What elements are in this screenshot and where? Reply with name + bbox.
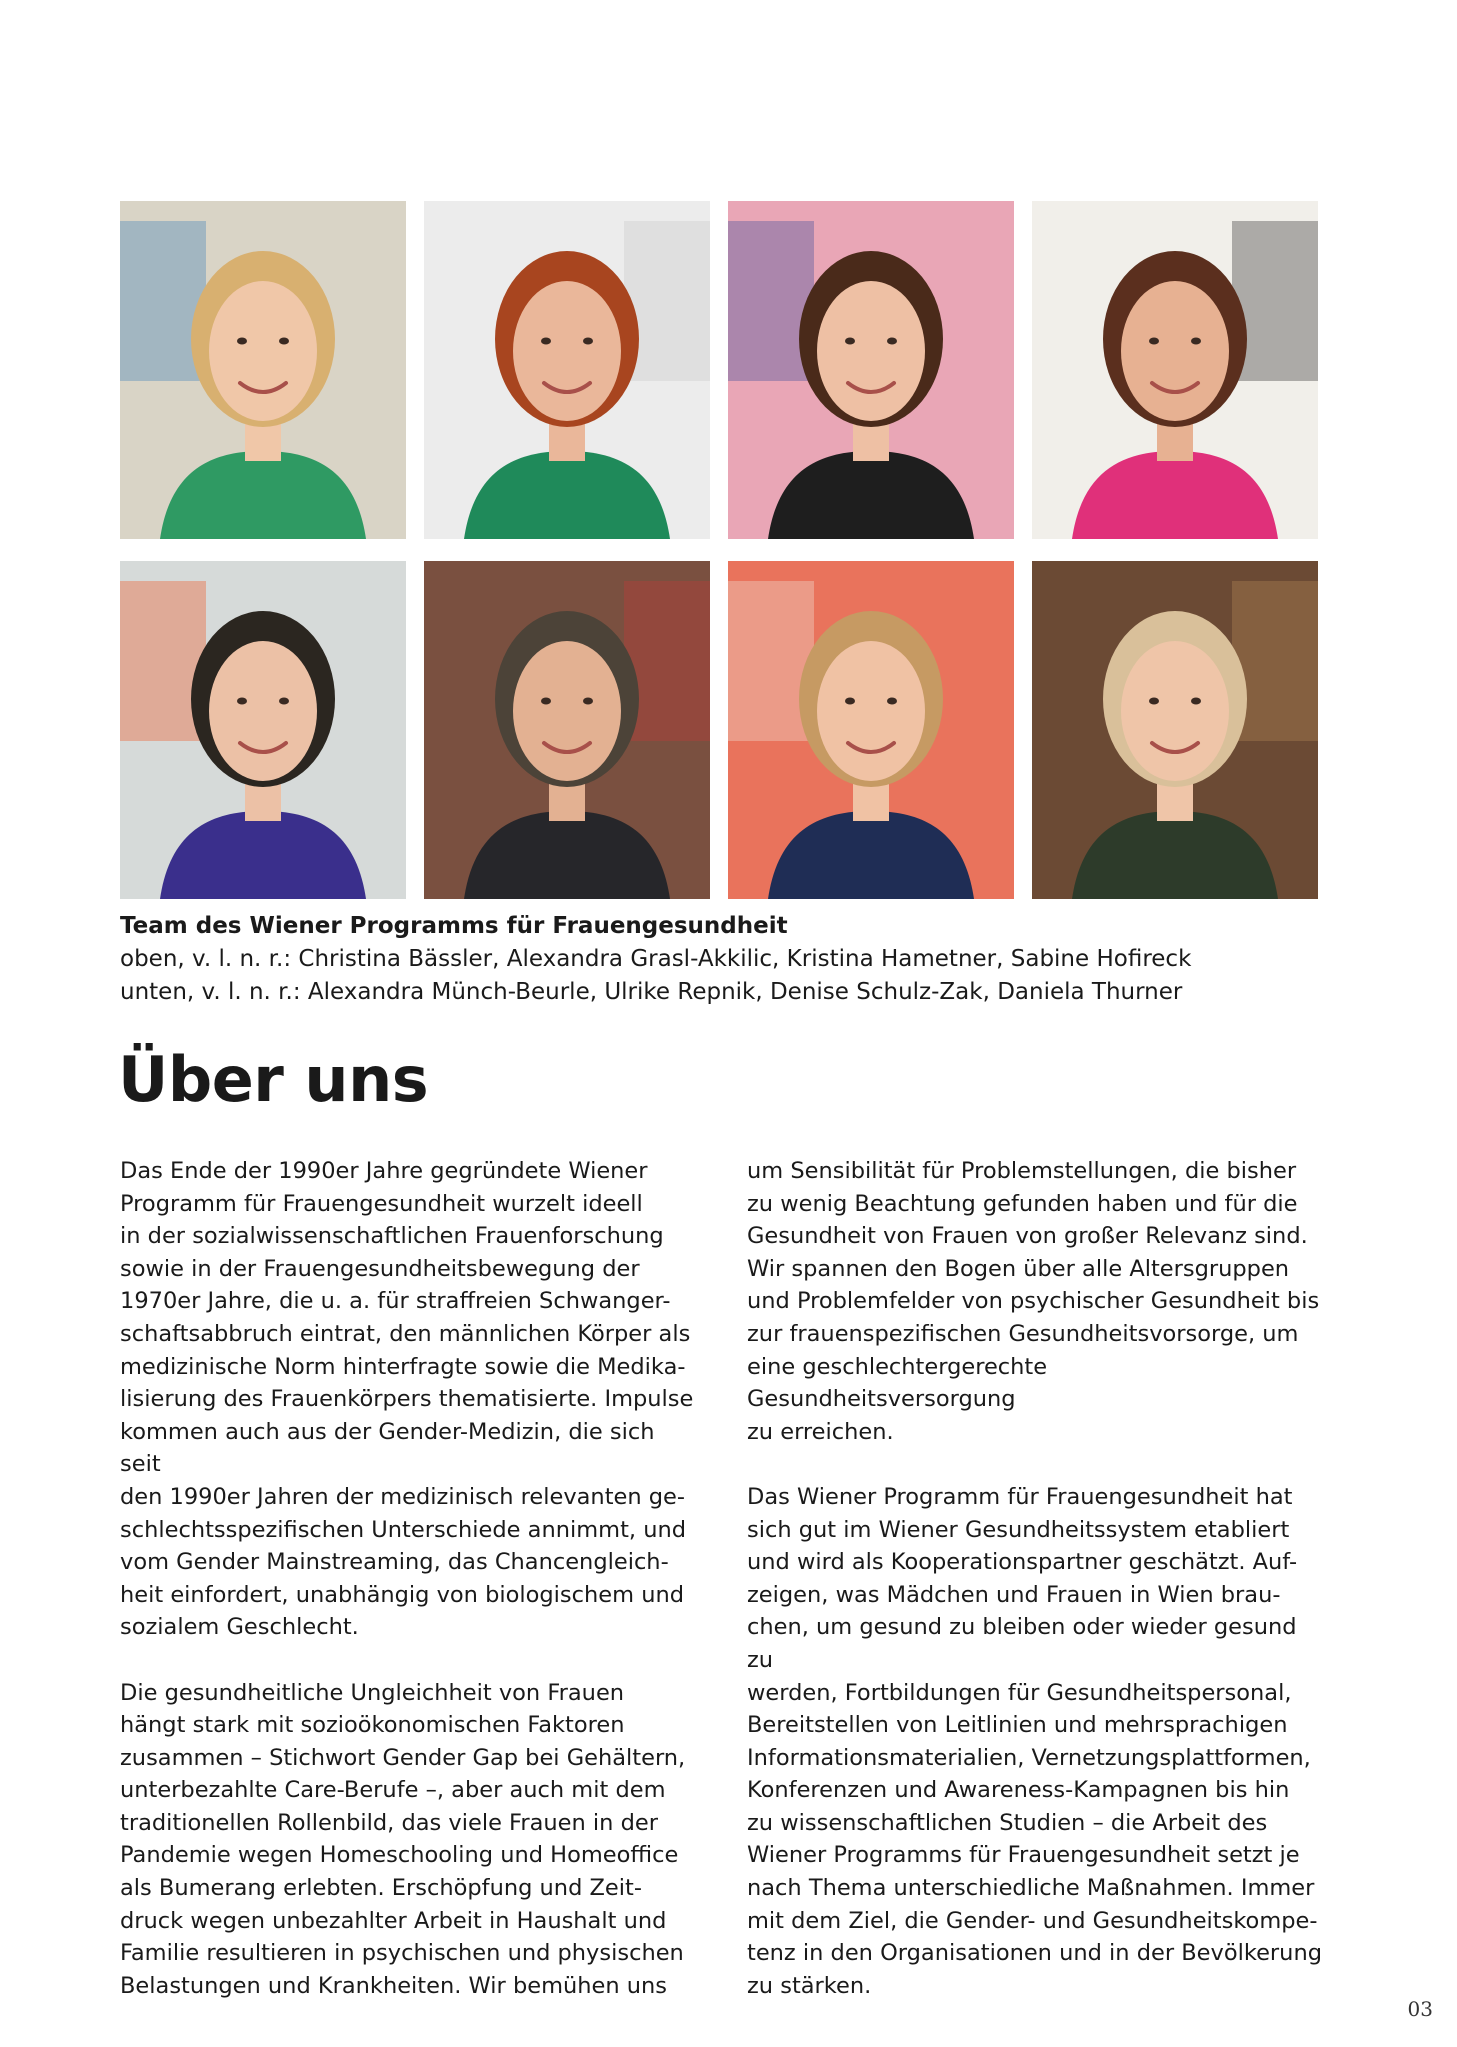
team-portrait-photo [1032, 201, 1318, 539]
paragraph: Das Wiener Programm für Frauengesundheit hat sich gut im Wiener Gesundheitssystem etabliert und wird als Kooperationspartner geschätzt. Auf- zeigen, was Mädchen und Frauen in Wien brau- chen, um gesund zu bleiben oder wieder gesund zu werden, Fortbildungen für Gesundheitspersonal, Bereitstellen von Leitlinien und mehrsprachigen Informationsmaterialien, Vernetzungsplattformen, Konferenzen und Awareness-Kampagnen bis hin zu wissenschaftlichen Studien – die Arbeit des Wiener Programms für Frauengesundheit setzt je nach Thema unterschiedliche Maßnahmen. Immer mit dem Ziel, die Gender- und Gesundheitskompe- tenz in den Organisationen und in der Bevölkerung zu stärken. [747, 1483, 1322, 1999]
page-heading: Über uns [118, 1043, 429, 1116]
paragraph: Das Ende der 1990er Jahre gegründete Wiener Programm für Frauengesundheit wurzelt ideell in der sozialwissenschaftlichen Frauenforschung sowie in der Frauengesundheitsbewegung der 1970er Jahre, die u. a. für straffreien Schwanger- schaftsabbruch eintrat, den männlichen Körper als medizinische Norm hinterfragte sowie die Medika- lisierung des Frauenkörpers thematisierte. Impulse kommen auch aus der Gender-Medizin, die sich seit den 1990er Jahren der medizinisch relevanten ge- schlechtsspezifischen Unterschiede annimmt, und vom Gender Mainstreaming, das Chancengleich- heit einfordert, unabhängig von biologischem und sozialem Geschlecht. [120, 1158, 694, 1641]
photo-caption [120, 910, 1320, 1009]
text-column-left [120, 1155, 695, 2035]
caption-line-top-row: oben, v. l. n. r.: Christina Bässler, Alexandra Grasl-Akkilic, Kristina Hametner, Sabine Hofireck [120, 946, 1192, 972]
caption-line-bottom-row: unten, v. l. n. r.: Alexandra Münch-Beurle, Ulrike Repnik, Denise Schulz-Zak, Daniela Thurner [120, 979, 1183, 1005]
caption-title: Team des Wiener Programms für Frauengesundheit [120, 913, 788, 939]
team-portrait-photo [120, 561, 406, 899]
team-portrait-photo [728, 561, 1014, 899]
text-column-right [747, 1155, 1322, 2035]
team-portrait-photo [424, 201, 710, 539]
team-portrait-photo [120, 201, 406, 539]
team-photo-grid [120, 201, 1317, 899]
team-portrait-photo [424, 561, 710, 899]
page-number: 03 [1407, 1997, 1433, 2021]
team-portrait-photo [1032, 561, 1318, 899]
team-portrait-photo [728, 201, 1014, 539]
paragraph: Die gesundheitliche Ungleichheit von Frauen hängt stark mit sozioökonomischen Faktoren zusammen – Stichwort Gender Gap bei Gehältern, unterbezahlte Care-Berufe –, aber auch mit dem traditionellen Rollenbild, das viele Frauen in der Pandemie wegen Homeschooling und Homeoffice als Bumerang erlebten. Erschöpfung und Zeit- druck wegen unbezahlter Arbeit in Haushalt und Familie resultieren in psychischen und physischen Belastungen und Krankheiten. Wir bemühen uns [120, 1679, 686, 1999]
paragraph: um Sensibilität für Problemstellungen, die bisher zu wenig Beachtung gefunden haben und für die Gesundheit von Frauen von großer Relevanz sind. Wir spannen den Bogen über alle Altersgruppen und Problemfelder von psychischer Gesundheit bis zur frauenspezifischen Gesundheitsvorsorge, um eine geschlechtergerechte Gesundheitsversorgung zu erreichen. [747, 1158, 1320, 1445]
